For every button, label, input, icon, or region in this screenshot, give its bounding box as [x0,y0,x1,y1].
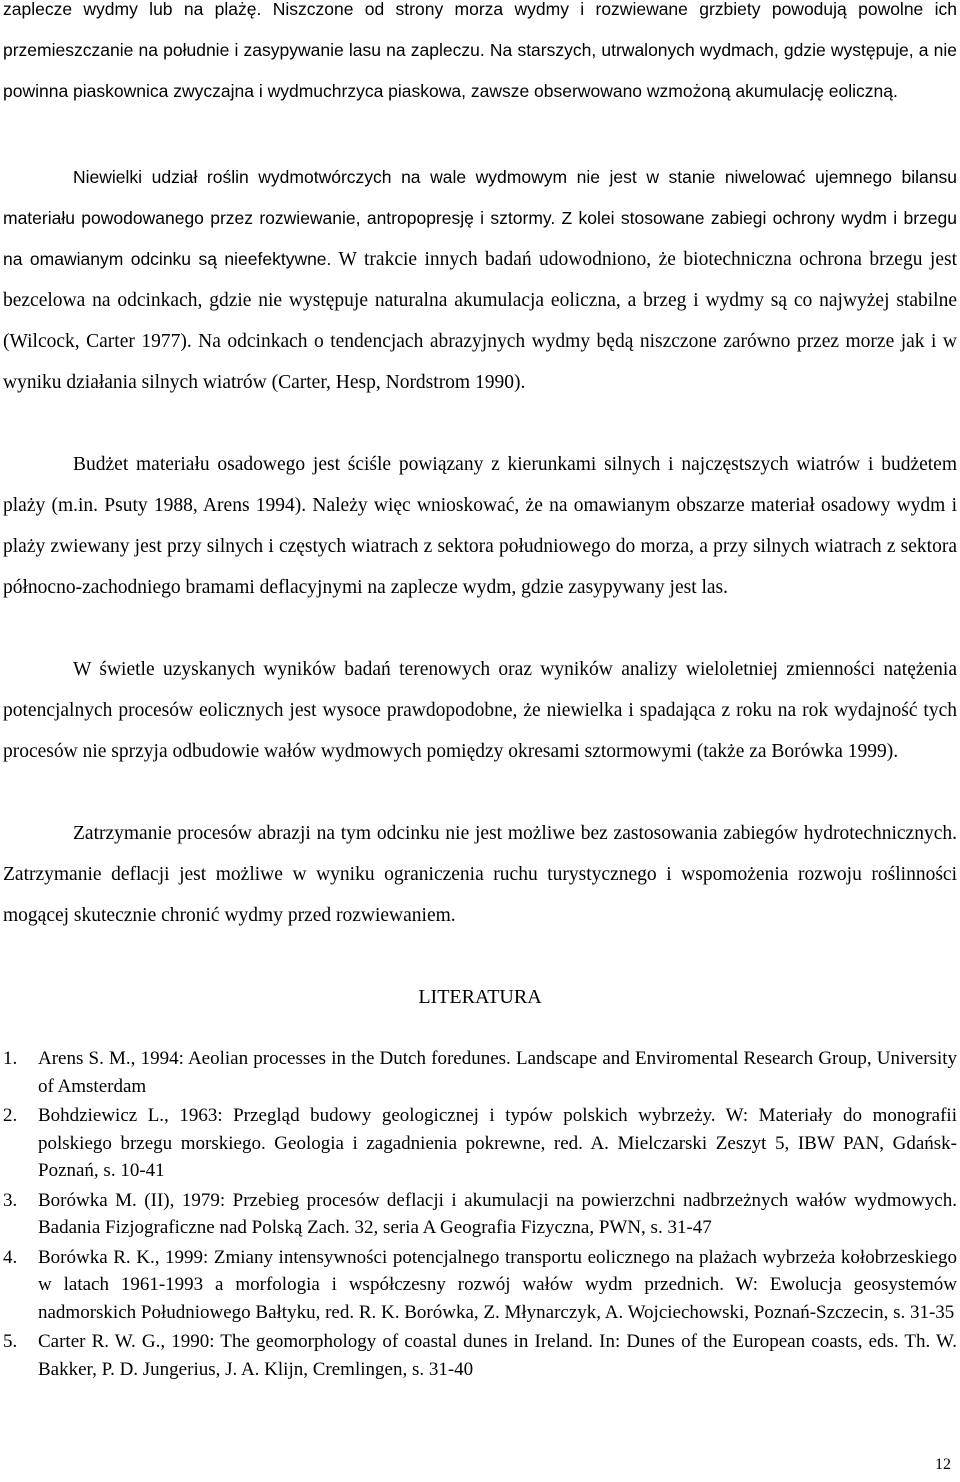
paragraph-5 [3,813,957,936]
reference-text: Arens S. M., 1994: Aeolian processes in the Dutch foredunes. Landscape and Enviromental Research Group, University of Amsterdam [38,1048,957,1097]
paragraph-2-sans-text: Niewielki udział roślin wydmotwórczych na wale wydmowym nie jest w stanie niwelować ujemnego bilansu materiału powodowanego przez rozwiewanie, antropopresję i sztormy. Z kolei stosowane zabiegi ochrony wydm i brzegu na omawianym odcinku są nieefektywne. [3,167,957,269]
reference-text: Borówka R. K., 1999: Zmiany intensywności potencjalnego transportu eolicznego na plażach wybrzeża kołobrzeskiego w latach 1961-1993 a morfologia i współczesny rozwój wałów wydm przednich. W: Ewolucja geosystemów nadmorskich Południowego Bałtyku, red. R. K. Borówka, Z. Młynarczyk, A. Wojciechowski, Poznań-Szczecin, s. 31-35 [38,1246,957,1323]
reference-text: Carter R. W. G., 1990: The geomorphology of coastal dunes in Ireland. In: Dunes of the European coasts, eds. Th. W. Bakker, P. D. Jungerius, J. A. Klijn, Cremlingen, s. 31-40 [38,1331,957,1380]
paragraph-1 [3,0,957,112]
reference-item [3,1102,957,1185]
reference-number: 3. [3,1189,18,1211]
reference-number: 1. [3,1048,18,1069]
paragraph-4-text: W świetle uzyskanych wyników badań terenowych oraz wyników analizy wieloletniej zmienności natężenia potencjalnych procesów eolicznych jest wysoce prawdopodobne, że niewielka i spadająca z roku na rok wydajność tych procesów nie sprzyja odbudowie wałów wydmowych pomiędzy okresami sztormowymi (także za Borówka 1999). [3,659,957,762]
paragraph-5-text: Zatrzymanie procesów abrazji na tym odcinku nie jest możliwe bez zastosowania zabiegów hydrotechnicznych. Zatrzymanie deflacji jest możliwe w wyniku ograniczenia ruchu turystycznego i wspomożenia rozwoju roślinności mogącej skutecznie chronić wydmy przed rozwiewaniem. [3,823,957,926]
reference-item [3,1187,957,1242]
section-heading: LITERATURA [418,986,542,1008]
reference-item [3,1244,957,1327]
paragraph-4 [3,649,957,772]
paragraph-1-text: zaplecze wydmy lub na plażę. Niszczone od strony morza wydmy i rozwiewane grzbiety powodują powolne ich przemieszczanie na południe i zasypywanie lasu na zapleczu. Na starszych, utrwalonych wydmach, gdzie występuje, a nie powinna piaskownica zwyczajna i wydmuchrzyca piaskowa, zawsze obserwowano wzmożoną akumulację eoliczną. [3,0,957,101]
reference-item [3,1328,957,1383]
reference-item [3,1045,957,1100]
paragraph-2-serif-text: W trakcie innych badań udowodniono, że biotechniczna ochrona brzegu jest bezcelowa na odcinkach, gdzie nie występuje naturalna akumulacja eoliczna, a brzeg i wydmy są co najwyżej stabilne (Wilcock, Carter 1977). Na odcinkach o tendencjach abrazyjnych wydmy będą niszczone zarówno przez morze jak i w wyniku działania silnych wiatrów (Carter, Hesp, Nordstrom 1990). [3,249,957,393]
reference-text: Bohdziewicz L., 1963: Przegląd budowy geologicznej i typów polskich wybrzeży. W: Materiały do monografii polskiego brzegu morskiego. Geologia i zagadnienia pokrewne, red. A. Mielczarski Zeszyt 5, IBW PAN, Gdańsk-Poznań, s. 10-41 [38,1105,957,1181]
paragraph-3-text: Budżet materiału osadowego jest ściśle powiązany z kierunkami silnych i najczęstszych wiatrów i budżetem plaży (m.in. Psuty 1988, Arens 1994). Należy więc wnioskować, że na omawianym obszarze materiał osadowy wydm i plaży zwiewany jest przy silnych i częstych wiatrach z sektora południowego do morza, a przy silnych wiatrach z sektora północno-zachodniego bramami deflacyjnymi na zaplecze wydm, gdzie zasypywany jest las. [3,454,957,598]
paragraph-2 [3,157,957,403]
reference-text: Borówka M. (II), 1979: Przebieg procesów deflacji i akumulacji na powierzchni nadbrzeżnych wałów wydmowych. Badania Fizjograficzne nad Polską Zach. 32, seria A Geografia Fizyczna, PWN, s. 31-47 [38,1189,957,1238]
page-number: 12 [935,1456,951,1473]
reference-number: 4. [3,1246,18,1268]
reference-number: 2. [3,1105,18,1126]
reference-number: 5. [3,1331,18,1352]
reference-list [3,1045,957,1385]
paragraph-3 [3,444,957,608]
